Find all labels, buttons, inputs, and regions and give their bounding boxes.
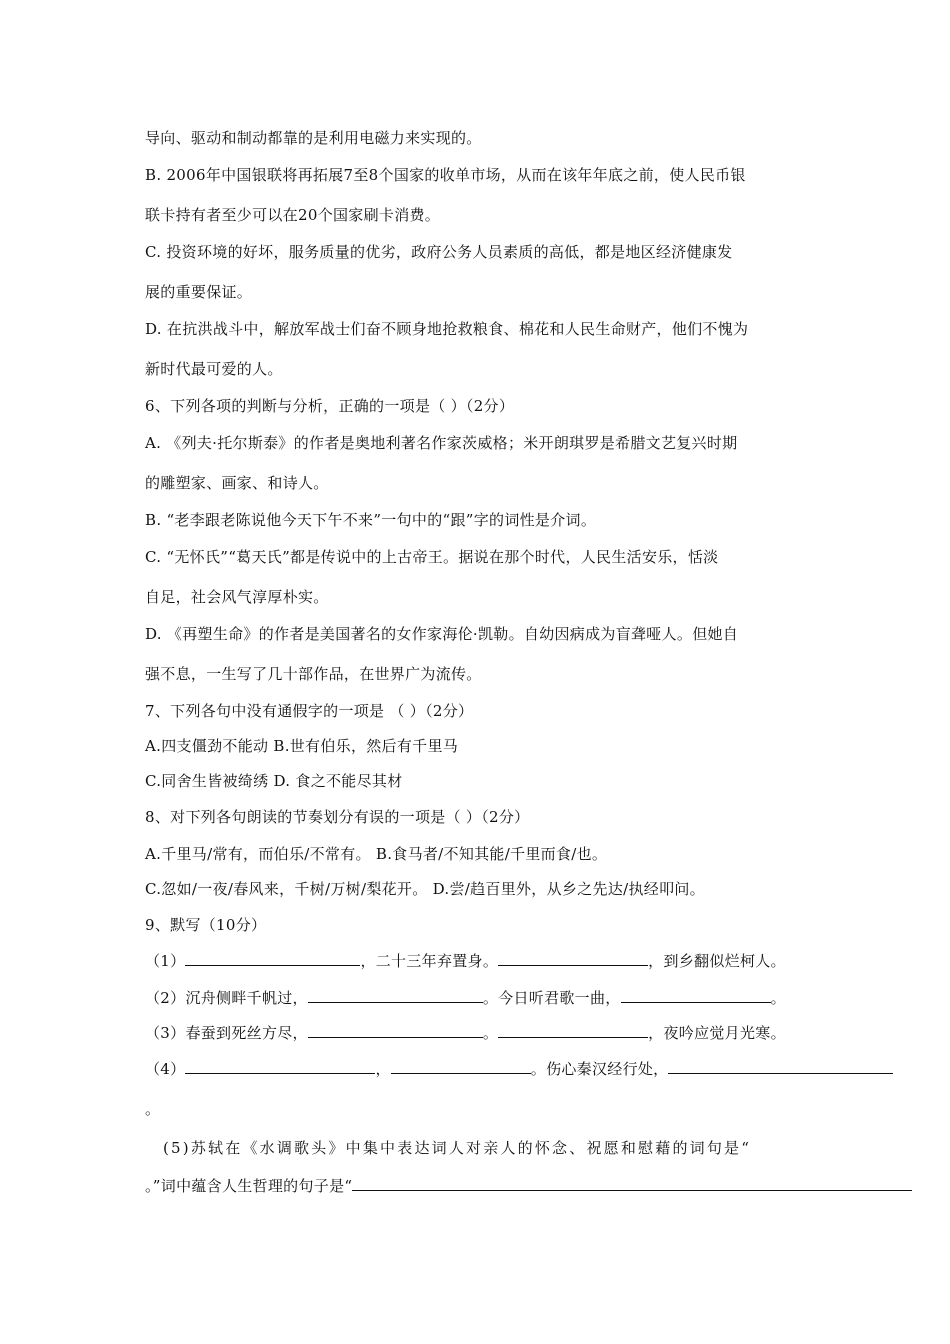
text-line: B. 2006年中国银联将再拓展7至8个国家的收单市场，从而在该年年底之前，使人民币银 [145,166,746,184]
text-line: 强不息，一生写了几十部作品，在世界广为流传。 [145,665,482,683]
fill-text: ，到乡翻似烂柯人。 [648,952,786,970]
text-line: B. “老李跟老陈说他今天下午不来”一句中的“跟”字的词性是介词。 [145,511,597,529]
fill-text: ，夜吟应觉月光寒。 [648,1024,786,1042]
fill-line-4-end: 。 [145,1100,161,1118]
text-line: 导向、驱动和制动都靠的是利用电磁力来实现的。 [145,129,482,147]
fill-line-4 [145,1058,893,1079]
fill-text: （1） [145,952,186,970]
answer-blank[interactable] [308,1023,483,1038]
fill-text: 。 [482,1024,499,1042]
fill-text: 。伤心秦汉经行处， [530,1060,669,1078]
text-line: 联卡持有者至少可以在20个国家刷卡消费。 [145,206,441,224]
answer-blank[interactable] [621,988,771,1003]
text-line: C.忽如/一夜/春风来，千树/万树/梨花开。 D.尝/趋百里外，从乡之先达/执经叩问。 [145,880,705,898]
text-line: D. 在抗洪战斗中，解放军战士们奋不顾身地抢救粮食、棉花和人民生命财产，他们不愧为 [145,320,749,338]
question-6: 6、下列各项的判断与分析，正确的一项是（ ）（2分） [145,397,515,415]
text-line: C.同舍生皆被绮绣 D. 食之不能尽其材 [145,772,403,790]
answer-blank[interactable] [498,951,648,966]
text-line: A.四支僵劲不能动 B.世有伯乐，然后有千里马 [145,737,459,755]
fill-text: 。今日听君歌一曲， [482,989,621,1007]
answer-blank[interactable] [185,951,360,966]
question-7: 7、下列各句中没有通假字的一项是 （ ）（2分） [145,702,474,720]
text-line: D. 《再塑生命》的作者是美国著名的女作家海伦·凯勒。自幼因病成为盲聋哑人。但她自 [145,625,739,643]
fill-text: （3）春蚕到死丝方尽， [145,1024,308,1042]
text-line: C. 投资环境的好坏，服务质量的优劣，政府公务人员素质的高低，都是地区经济健康发 [145,243,733,261]
answer-blank[interactable] [352,1176,912,1191]
fill-text: 。”词中蕴含人生哲理的句子是“ [145,1177,353,1195]
answer-blank[interactable] [391,1059,531,1074]
answer-blank[interactable] [498,1023,648,1038]
text-line: 的雕塑家、画家、和诗人。 [145,474,329,492]
answer-blank[interactable] [668,1059,893,1074]
text-line: 新时代最可爱的人。 [145,360,283,378]
text-line: A.千里马/常有，而伯乐/不常有。 B.食马者/不知其能/千里而食/也。 [145,845,608,863]
text-line: 展的重要保证。 [145,283,253,301]
text-line: 自足，社会风气淳厚朴实。 [145,588,329,606]
fill-text: ， [375,1060,391,1078]
text-line: A. 《列夫·托尔斯泰》的作者是奥地利著名作家茨威格；米开朗琪罗是希腊文艺复兴时期 [145,434,738,452]
fill-line-1 [145,950,786,971]
fill-line-3 [145,1022,786,1043]
question-9: 9、默写（10分） [145,916,267,934]
fill-text: （2）沉舟侧畔千帆过， [145,989,308,1007]
fill-line-2 [145,987,786,1008]
text-line: C. “无怀氏”“葛天氏”都是传说中的上古帝王。据说在那个时代，人民生活安乐，恬淡 [145,548,719,566]
answer-blank[interactable] [308,988,483,1003]
fill-text: 。 [770,989,786,1007]
fill-text: ，二十三年弃置身。 [360,952,499,970]
fill-line-6 [145,1175,912,1196]
answer-blank[interactable] [185,1059,375,1074]
fill-text: （4） [145,1060,186,1078]
fill-line-5: (5)苏轼在《水调歌头》中集中表达词人对亲人的怀念、祝愿和慰藉的词句是“ [163,1139,752,1157]
question-8: 8、对下列各句朗读的节奏划分有误的一项是（ ）（2分） [145,808,530,826]
